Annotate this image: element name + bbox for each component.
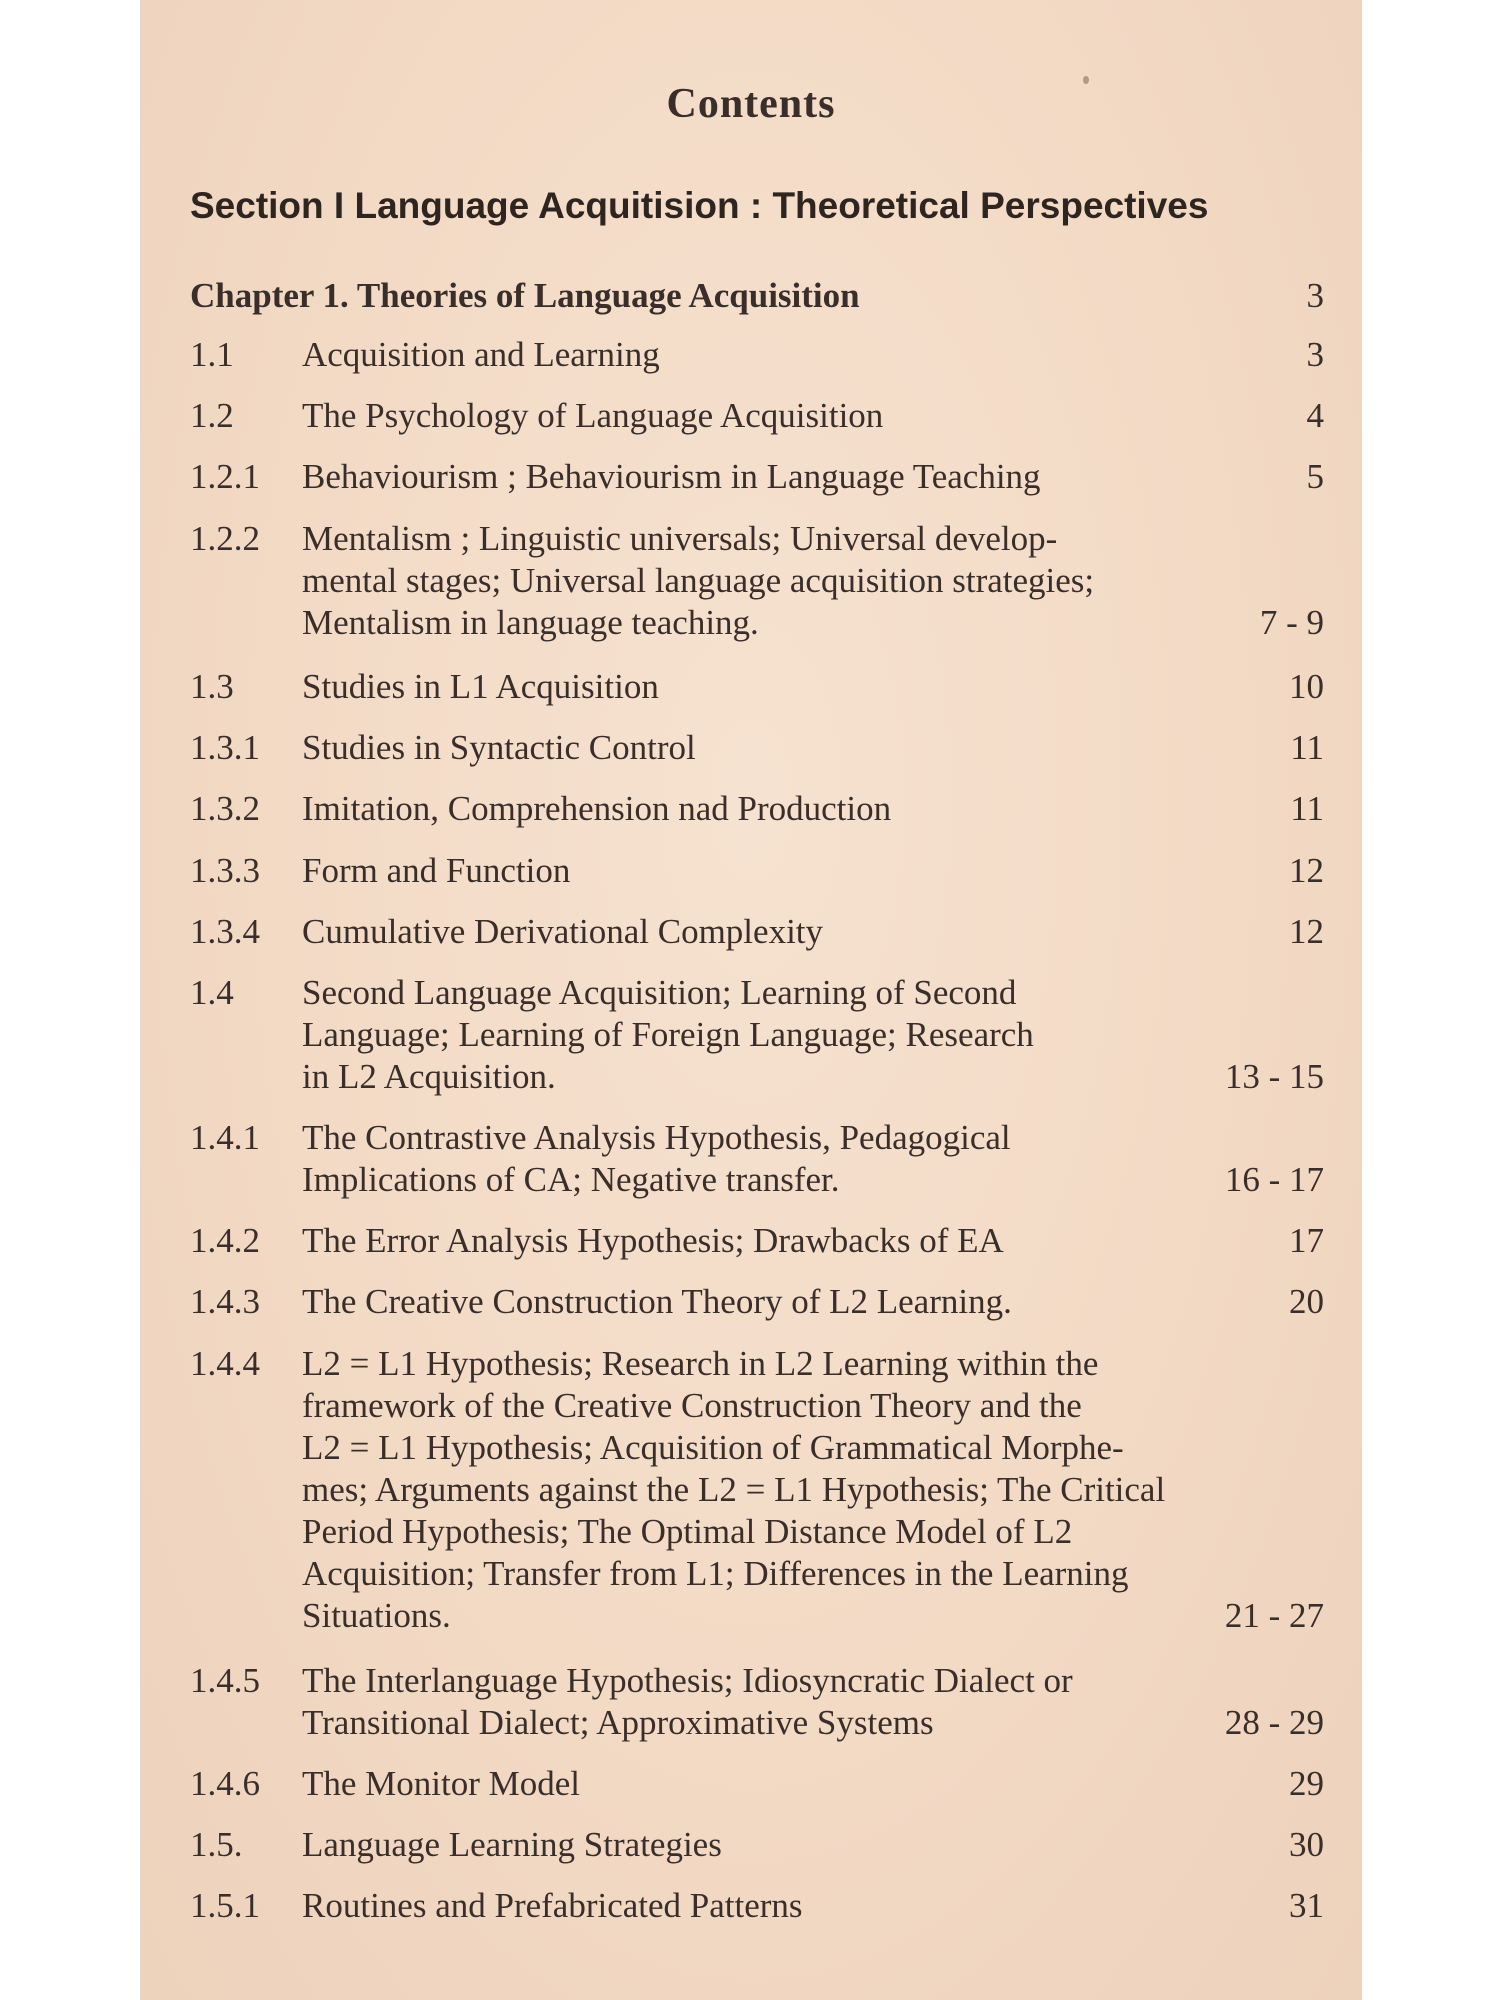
entry-text	[302, 1343, 1324, 1637]
entry-line: The Monitor Model	[302, 1764, 581, 1803]
entry-number: 1.4.6	[190, 1764, 260, 1803]
entry-line: Cumulative Derivational Complexity	[302, 912, 824, 951]
book-page	[140, 0, 1362, 2000]
entry-page-number: 11	[1290, 728, 1324, 767]
entry-text	[302, 972, 1324, 1098]
entry-line: The Contrastive Analysis Hypothesis, Pedagogical	[302, 1118, 1011, 1157]
entry-number: 1.2.2	[190, 519, 260, 558]
entry-page-number: 10	[1289, 667, 1324, 706]
entry-page-number: 12	[1289, 912, 1324, 951]
entry-page-number: 17	[1289, 1221, 1324, 1260]
entry-line: mental stages; Universal language acquisition strategies;	[302, 561, 1095, 600]
entry-text	[302, 788, 1324, 830]
entry-line: Acquisition; Transfer from L1; Differences in the Learning	[302, 1554, 1129, 1593]
entry-page-number: 20	[1289, 1282, 1324, 1321]
entry-line: The Error Analysis Hypothesis; Drawbacks of EA	[302, 1221, 1004, 1260]
entry-text	[302, 456, 1324, 498]
entry-line: Mentalism ; Linguistic universals; Universal develop-	[302, 519, 1058, 558]
entry-page-number: 5	[1306, 457, 1324, 496]
entry-number: 1.3.4	[190, 912, 260, 951]
entry-line: L2 = L1 Hypothesis; Acquisition of Grammatical Morphe-	[302, 1428, 1124, 1467]
entry-text	[302, 1824, 1324, 1866]
entry-text	[302, 1763, 1324, 1805]
chapter-title: Chapter 1. Theories of Language Acquisition	[190, 276, 860, 315]
chapter-heading	[190, 276, 1324, 321]
entry-page-number: 13 - 15	[1224, 1057, 1324, 1096]
entry-text	[302, 727, 1324, 769]
entry-number: 1.2	[190, 396, 234, 435]
chapter-page-number: 3	[1306, 276, 1324, 315]
entry-line: The Creative Construction Theory of L2 Learning.	[302, 1282, 1012, 1321]
entry-line: framework of the Creative Construction Theory and the	[302, 1386, 1082, 1425]
entry-text	[302, 1117, 1324, 1201]
entry-line: Period Hypothesis; The Optimal Distance Model of L2	[302, 1512, 1073, 1551]
entry-line: Implications of CA; Negative transfer.	[302, 1160, 840, 1199]
entry-line: Mentalism in language teaching.	[302, 603, 759, 642]
entry-number: 1.4.4	[190, 1344, 260, 1383]
entry-number: 1.5.1	[190, 1886, 260, 1925]
entry-line: Language Learning Strategies	[302, 1825, 722, 1864]
entry-number: 1.4.5	[190, 1661, 260, 1700]
entry-line: Situations.	[302, 1596, 451, 1635]
entry-page-number: 16 - 17	[1224, 1160, 1324, 1199]
entry-text	[302, 666, 1324, 708]
entry-number: 1.3.2	[190, 789, 260, 828]
entry-page-number: 21 - 27	[1224, 1596, 1324, 1635]
entry-line: Studies in L1 Acquisition	[302, 667, 659, 706]
entry-number: 1.5.	[190, 1825, 243, 1864]
entry-page-number: 4	[1306, 396, 1324, 435]
entry-number: 1.1	[190, 335, 234, 374]
entry-page-number: 29	[1289, 1764, 1324, 1803]
entry-line: Transitional Dialect; Approximative Systems	[302, 1703, 934, 1742]
entry-page-number: 28 - 29	[1224, 1703, 1324, 1742]
entry-number: 1.2.1	[190, 457, 260, 496]
entry-text	[302, 911, 1324, 953]
entry-number: 1.3	[190, 667, 234, 706]
entry-page-number: 31	[1289, 1886, 1324, 1925]
page-title: Contents	[666, 81, 836, 127]
section-heading: Section I Language Acquitision : Theoretical Perspectives	[190, 185, 1209, 226]
entry-line: Language; Learning of Foreign Language; Research	[302, 1015, 1034, 1054]
entry-text	[302, 1220, 1324, 1262]
entry-line: Acquisition and Learning	[302, 335, 660, 374]
entry-page-number: 30	[1289, 1825, 1324, 1864]
entry-text	[302, 334, 1324, 376]
entry-text	[302, 1281, 1324, 1323]
entry-number: 1.4.2	[190, 1221, 260, 1260]
entry-line: Form and Function	[302, 851, 571, 890]
entry-page-number: 3	[1306, 335, 1324, 374]
entry-page-number: 12	[1289, 851, 1324, 890]
entry-page-number: 7 - 9	[1259, 603, 1324, 642]
entry-line: The Psychology of Language Acquisition	[302, 396, 884, 435]
entry-number: 1.3.1	[190, 728, 260, 767]
entry-line: L2 = L1 Hypothesis; Research in L2 Learning within the	[302, 1344, 1099, 1383]
entry-line: Studies in Syntactic Control	[302, 728, 696, 767]
entry-text	[302, 1660, 1324, 1744]
entry-text	[302, 1885, 1324, 1927]
entry-line: in L2 Acquisition.	[302, 1057, 556, 1096]
entry-line: Second Language Acquisition; Learning of Second	[302, 973, 1017, 1012]
entry-number: 1.4	[190, 973, 234, 1012]
entry-number: 1.3.3	[190, 851, 260, 890]
entry-number: 1.4.1	[190, 1118, 260, 1157]
entry-line: Behaviourism ; Behaviourism in Language Teaching	[302, 457, 1041, 496]
entry-line: Routines and Prefabricated Patterns	[302, 1886, 803, 1925]
entry-text	[302, 850, 1324, 892]
entry-page-number: 11	[1290, 789, 1324, 828]
entry-number: 1.4.3	[190, 1282, 260, 1321]
entry-line: The Interlanguage Hypothesis; Idiosyncratic Dialect or	[302, 1661, 1073, 1700]
entry-line: mes; Arguments against the L2 = L1 Hypothesis; The Critical	[302, 1470, 1166, 1509]
entry-text	[302, 518, 1324, 644]
entry-text	[302, 395, 1324, 437]
entry-line: Imitation, Comprehension nad Production	[302, 789, 892, 828]
